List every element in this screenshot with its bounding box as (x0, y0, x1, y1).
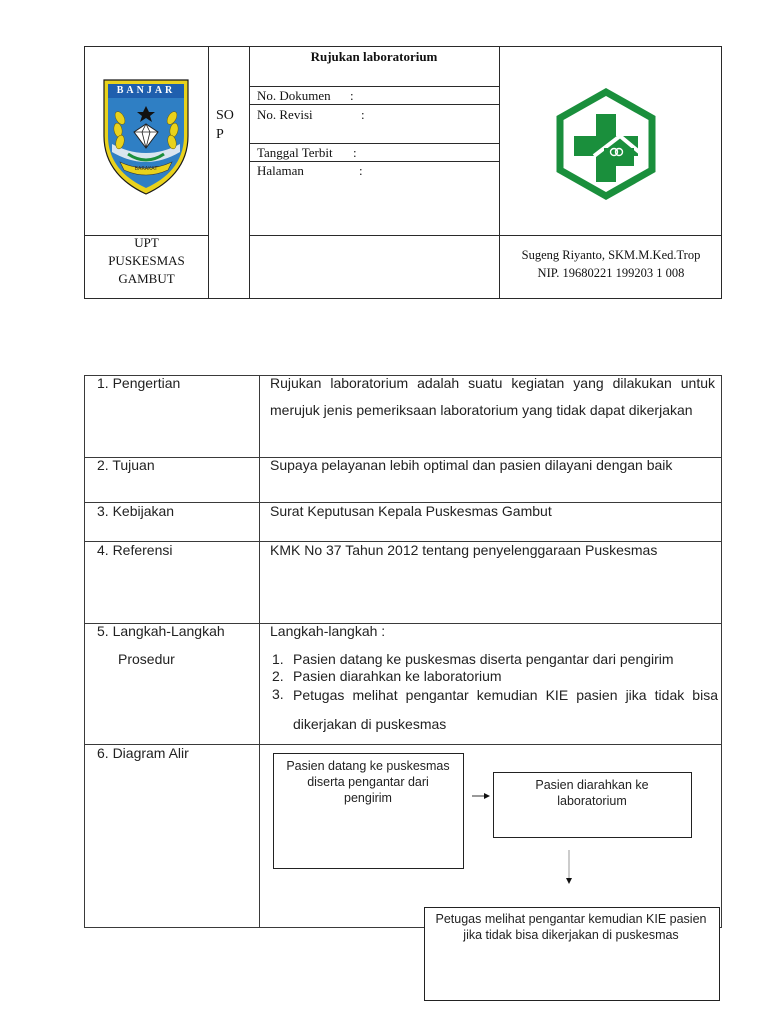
field-label-no-dokumen: No. Dokumen (257, 88, 331, 103)
puskesmas-logo (548, 86, 664, 202)
field-label-no-revisi: No. Revisi (257, 107, 313, 122)
section-text-langkah-intro: Langkah-langkah : (270, 623, 386, 639)
field-label-tanggal-terbit: Tanggal Terbit (257, 145, 333, 160)
section-label-diagram-alir: 6. Diagram Alir (97, 745, 189, 761)
header-border-top (84, 46, 722, 47)
banjar-crest-logo (98, 74, 194, 198)
flow-box-1-text: Pasien datang ke puskesmas diserta pengantar dari pengirim (286, 759, 450, 805)
crest-banner-text: BANJAR (116, 85, 176, 96)
section-label-referensi: 4. Referensi (97, 542, 173, 558)
flow-box-3-text: Petugas melihat pengantar kemudian KIE pasien jika tidak bisa dikerjakan di puskesmas (435, 912, 707, 942)
step-number-2: 2. (272, 668, 284, 684)
header-border-bottom (84, 298, 722, 299)
field-label-halaman: Halaman (257, 163, 304, 178)
flow-arrow-right (470, 790, 492, 802)
signatory-nip: NIP. 19680221 199203 1 008 (537, 266, 685, 280)
sop-header-table (84, 46, 722, 299)
section-label-kebijakan: 3. Kebijakan (97, 503, 175, 519)
field-sep-tanggal-terbit: : (353, 145, 357, 160)
header-hdiv-right (249, 235, 722, 236)
section-text-referensi: KMK No 37 Tahun 2012 tentang penyelenggaraan Puskesmas (270, 542, 658, 558)
step-text-3: Petugas melihat pengantar kemudian KIE pasien jika tidak bisa dikerjakan di puskesmas (293, 687, 718, 732)
flow-arrow-down (563, 848, 575, 888)
header-divider-2 (249, 46, 250, 299)
section-text-tujuan: Supaya pelayanan lebih optimal dan pasien dilayani dengan baik (270, 457, 673, 473)
header-hdiv-revisi (249, 143, 499, 144)
header-divider-1 (208, 46, 209, 299)
field-sep-no-dokumen: : (350, 88, 354, 103)
crest-ribbon-text: BARAKAT (134, 166, 158, 172)
step-text-2: Pasien diarahkan ke laboratorium (293, 668, 502, 684)
section-label-prosedur: Prosedur (118, 651, 175, 667)
organization-name: UPT PUSKESMAS GAMBUT (108, 235, 185, 286)
step-text-1: Pasien datang ke puskesmas diserta pengantar dari pengirim (293, 651, 674, 667)
document-title: Rujukan laboratorium (310, 49, 438, 64)
header-hdiv-nodoc (249, 104, 499, 105)
section-label-tujuan: 2. Tujuan (97, 457, 155, 473)
step-number-1: 1. (272, 651, 284, 667)
step-number-3: 3. (272, 686, 284, 702)
header-hdiv-tanggal (249, 161, 499, 162)
section-text-pengertian: Rujukan laboratorium adalah suatu kegiatan yang dilakukan untuk merujuk jenis pemeriksaan laboratorium yang tidak dapat dikerjakan (270, 375, 715, 418)
signatory-name: Sugeng Riyanto, SKM.M.Ked.Trop (521, 248, 701, 262)
field-sep-no-revisi: : (361, 107, 365, 122)
sop-label: SO P (216, 108, 234, 142)
section-label-pengertian: 1. Pengertian (97, 375, 181, 391)
field-sep-halaman: : (359, 163, 363, 178)
section-text-kebijakan: Surat Keputusan Kepala Puskesmas Gambut (270, 503, 552, 519)
flow-box-2-text: Pasien diarahkan ke laboratorium (535, 778, 649, 808)
section-label-langkah: 5. Langkah-Langkah (97, 623, 225, 639)
header-hdiv-title (249, 86, 499, 87)
